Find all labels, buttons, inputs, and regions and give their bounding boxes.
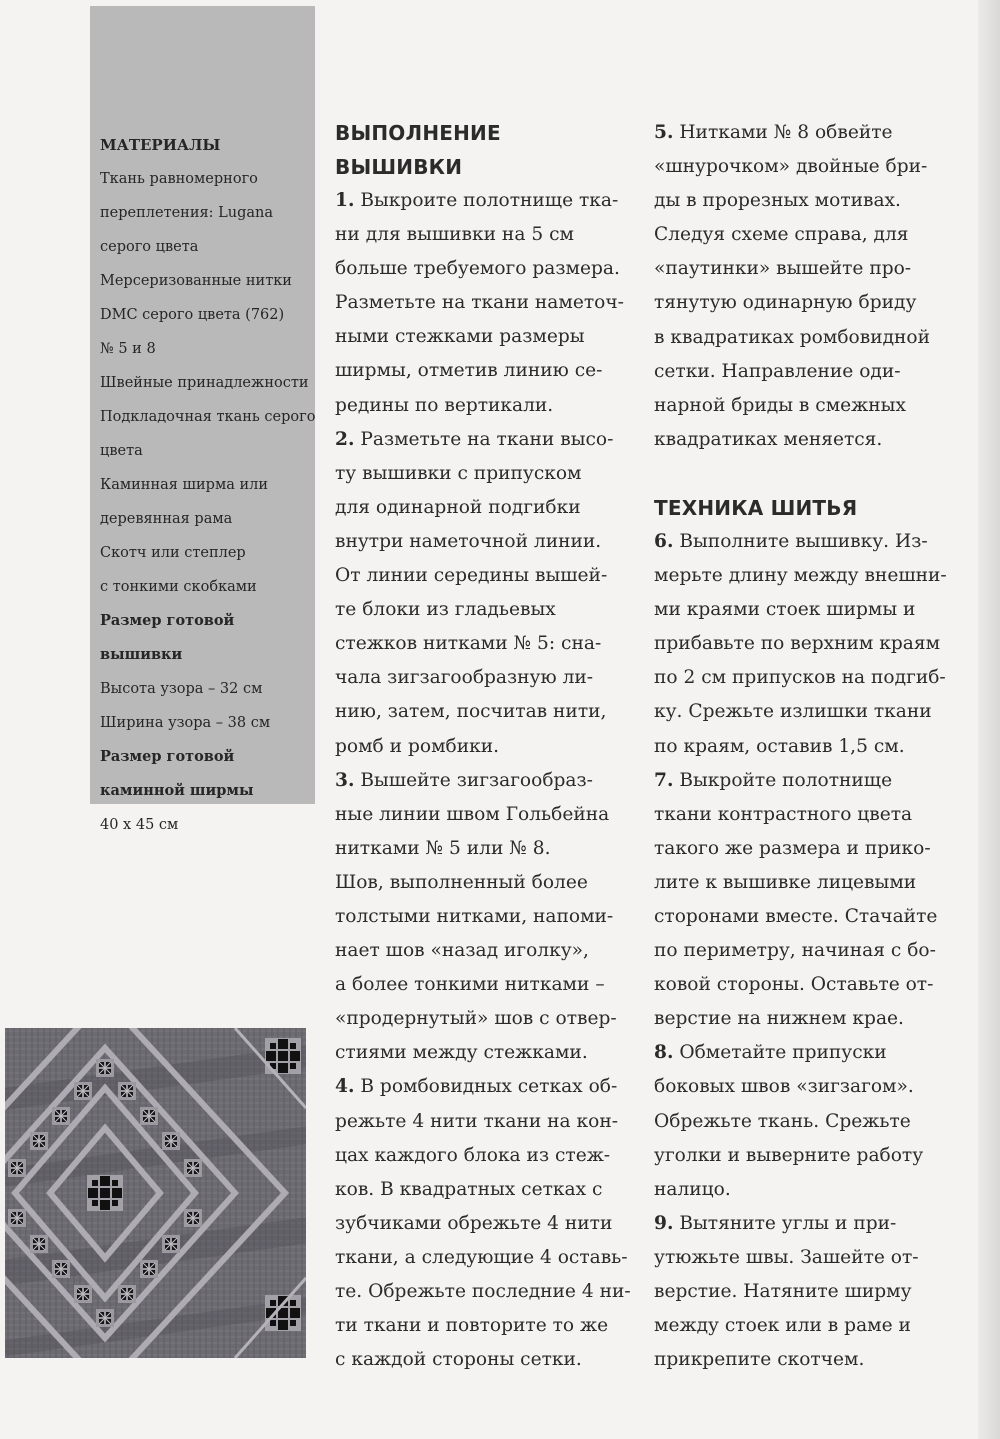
finished-size-heading: Размер готовой вышивки [100,612,235,663]
step-4 [335,1070,631,1377]
step-line: ткани контрастного цвета [654,803,913,825]
step-line: ные линии швом Гольбейна [335,803,610,825]
step-line: прибавьте по верхним краям [654,633,941,655]
material-line: № 5 и 8 [100,341,156,357]
step-line: ту вышивки с припуском [335,462,582,484]
step-line: ку. Срежьте излишки ткани [654,701,932,723]
step-8 [654,1036,954,1206]
step-line: чала зигзагообразную ли- [335,667,594,689]
step-line: стежков нитками № 5: сна- [335,633,602,655]
step-line: тянутую одинарную бриду [654,292,917,314]
step-line: нитками № 5 или № 8. [335,837,551,859]
step-line: Шов, выполненный более [335,871,588,893]
section-title-sewing: ТЕХНИКА ШИТЬЯ [654,495,858,520]
material-item-tape [100,536,307,604]
step-text: Разметьте на ткани высо- [360,428,614,450]
step-number: 8. [654,1042,674,1064]
step-line: редины по вертикали. [335,394,554,416]
step-text: Выкройте полотнище [679,769,893,791]
screen-size-heading-2: каминной ширмы [100,782,254,799]
step-line: Обрежьте ткань. Срежьте [654,1110,911,1132]
step-1 [335,184,625,423]
step-number: 4. [335,1076,355,1098]
step-text: В ромбовидных сетках об- [360,1076,618,1098]
step-line: в квадратиках ромбовидной [654,326,931,348]
material-item-sewing-supplies [100,366,307,400]
step-line [654,525,954,559]
material-line: Мерсеризованные нитки [100,273,292,289]
step-line: сторонами вместе. Стачайте [654,905,938,927]
material-line: Швейные принадлежности [100,375,309,391]
step-line [654,1036,954,1070]
step-3 [335,764,625,1071]
step-line: Следуя схеме справа, для [654,224,909,246]
step-line: ни для вышивки на 5 см [335,224,574,246]
step-number: 5. [654,122,674,143]
embroidery-photo [5,1028,306,1358]
step-number: 3. [335,769,355,791]
step-line: по периметру, начиная с бо- [654,940,936,962]
material-line: Подкладочная ткань серого [100,409,316,425]
step-line [654,1207,954,1241]
step-line: зубчиками обрежьте 4 нити [335,1212,613,1234]
step-line: ковой стороны. Оставьте от- [654,974,934,996]
step-line: нию, затем, посчитав нити, [335,701,607,723]
section-title-1 [335,116,625,184]
step-line: «паутинки» вышейте про- [654,258,912,280]
material-line: деревянная рама [100,511,233,527]
step-line: те. Обрежьте последние 4 ни- [335,1281,631,1302]
step-line: а более тонкими нитками – [335,974,605,996]
screen-size-heading-1: Размер готовой [100,748,235,765]
step-line: между стоек или в раме и [654,1315,911,1337]
material-line: переплетения: Lugana [100,205,274,221]
step-line: такого же размера и прико- [654,837,931,859]
step-line: нарной бриды в смежных [654,394,906,416]
step-5 [654,116,954,457]
step-line: толстыми нитками, напоми- [335,905,614,927]
step-line: От линии середины вышей- [335,565,608,587]
step-number: 9. [654,1212,674,1234]
step-line [335,1070,625,1104]
step-line [335,423,625,457]
step-number: 7. [654,769,674,791]
step-line: «шнурочком» двойные бри- [654,156,928,178]
step-line: по 2 см припусков на подгиб- [654,667,946,689]
title-line: ВЫШИВКИ [335,155,463,179]
material-item-fabric [100,162,307,264]
step-number: 6. [654,530,674,552]
step-line: ти ткани и повторите то же [335,1315,609,1337]
material-line: DMC серого цвета (762) [100,307,285,323]
step-text: Вышейте зигзагообраз- [360,769,593,791]
step-line: квадратиках меняется. [654,428,883,450]
step-line: ткани, а следующие 4 оставь- [335,1246,628,1268]
material-item-screen [100,468,307,536]
step-line: мерьте длину между внешни- [654,565,947,587]
step-line: сетки. Направление оди- [654,360,901,382]
step-text: Нитками № 8 обвейте [679,122,893,143]
step-line: верстие на нижнем крае. [654,1008,904,1030]
step-line: Разметьте на ткани наметоч- [335,292,624,314]
step-line: утюжьте швы. Зашейте от- [654,1246,919,1268]
step-line: ромб и ромбики. [335,735,500,757]
materials-sidebar [90,6,316,833]
step-line: ды в прорезных мотивах. [654,190,901,212]
material-line: цвета [100,443,143,459]
step-line: «продернутый» шов с отвер- [335,1008,617,1030]
material-line: Ткань равномерного [100,171,258,187]
step-text: Выполните вышивку. Из- [679,530,928,552]
step-line: нает шов «назад иголку», [335,940,589,962]
pattern-width: Ширина узора – 38 см [100,715,271,731]
embroidery-instructions [335,116,631,1377]
step-9 [654,1207,954,1377]
step-line: уголки и выверните работу [654,1144,924,1166]
materials-heading: МАТЕРИАЛЫ [100,136,221,154]
step-line [654,116,954,150]
material-line: Скотч или степлер [100,545,246,561]
step-line: верстие. Натяните ширму [654,1281,912,1302]
step-number: 2. [335,428,355,450]
step-line: боковых швов «зигзагом». [654,1076,914,1098]
step-line: ными стежками размеры [335,326,585,348]
step-number: 1. [335,190,355,211]
step-text: Вытяните углы и при- [679,1212,897,1234]
material-line: Каминная ширма или [100,477,269,493]
material-line: серого цвета [100,239,199,255]
pattern-height: Высота узора – 32 см [100,681,263,697]
step-line: лите к вышивке лицевыми [654,871,917,893]
title-line: ВЫПОЛНЕНИЕ [335,121,501,145]
screen-size-value: 40 x 45 см [100,817,179,833]
step-7 [654,764,954,1037]
step-line: ми краями стоек ширмы и [654,599,916,621]
step-line: стиями между стежками. [335,1042,588,1064]
section-spacer [654,457,954,491]
step-line: с каждой стороны сетки. [335,1349,582,1371]
step-line: режьте 4 нити ткани на кон- [335,1110,619,1132]
material-line: с тонкими скобками [100,579,257,595]
step-line: внутри наметочной линии. [335,530,602,552]
sewing-instructions [654,116,954,1377]
step-line: для одинарной подгибки [335,496,581,518]
step-line: прикрепите скотчем. [654,1349,865,1371]
material-item-lining [100,400,316,468]
step-line: ков. В квадратных сетках с [335,1178,603,1200]
step-line: больше требуемого размера. [335,258,620,280]
step-2 [335,423,625,764]
step-text: Выкроите полотнище тка- [360,190,619,211]
page-edge [978,0,1000,1439]
step-line [335,764,625,798]
step-line [335,184,625,218]
step-line: цах каждого блока из стеж- [335,1144,611,1166]
step-line: налицо. [654,1178,731,1200]
step-line [654,764,954,798]
step-text: Обметайте припуски [679,1042,887,1064]
step-line: те блоки из гладьевых [335,599,556,621]
step-6 [654,525,954,764]
step-line: по краям, оставив 1,5 см. [654,735,905,757]
material-item-threads [100,264,307,366]
step-line: ширмы, отметив линию се- [335,360,603,382]
